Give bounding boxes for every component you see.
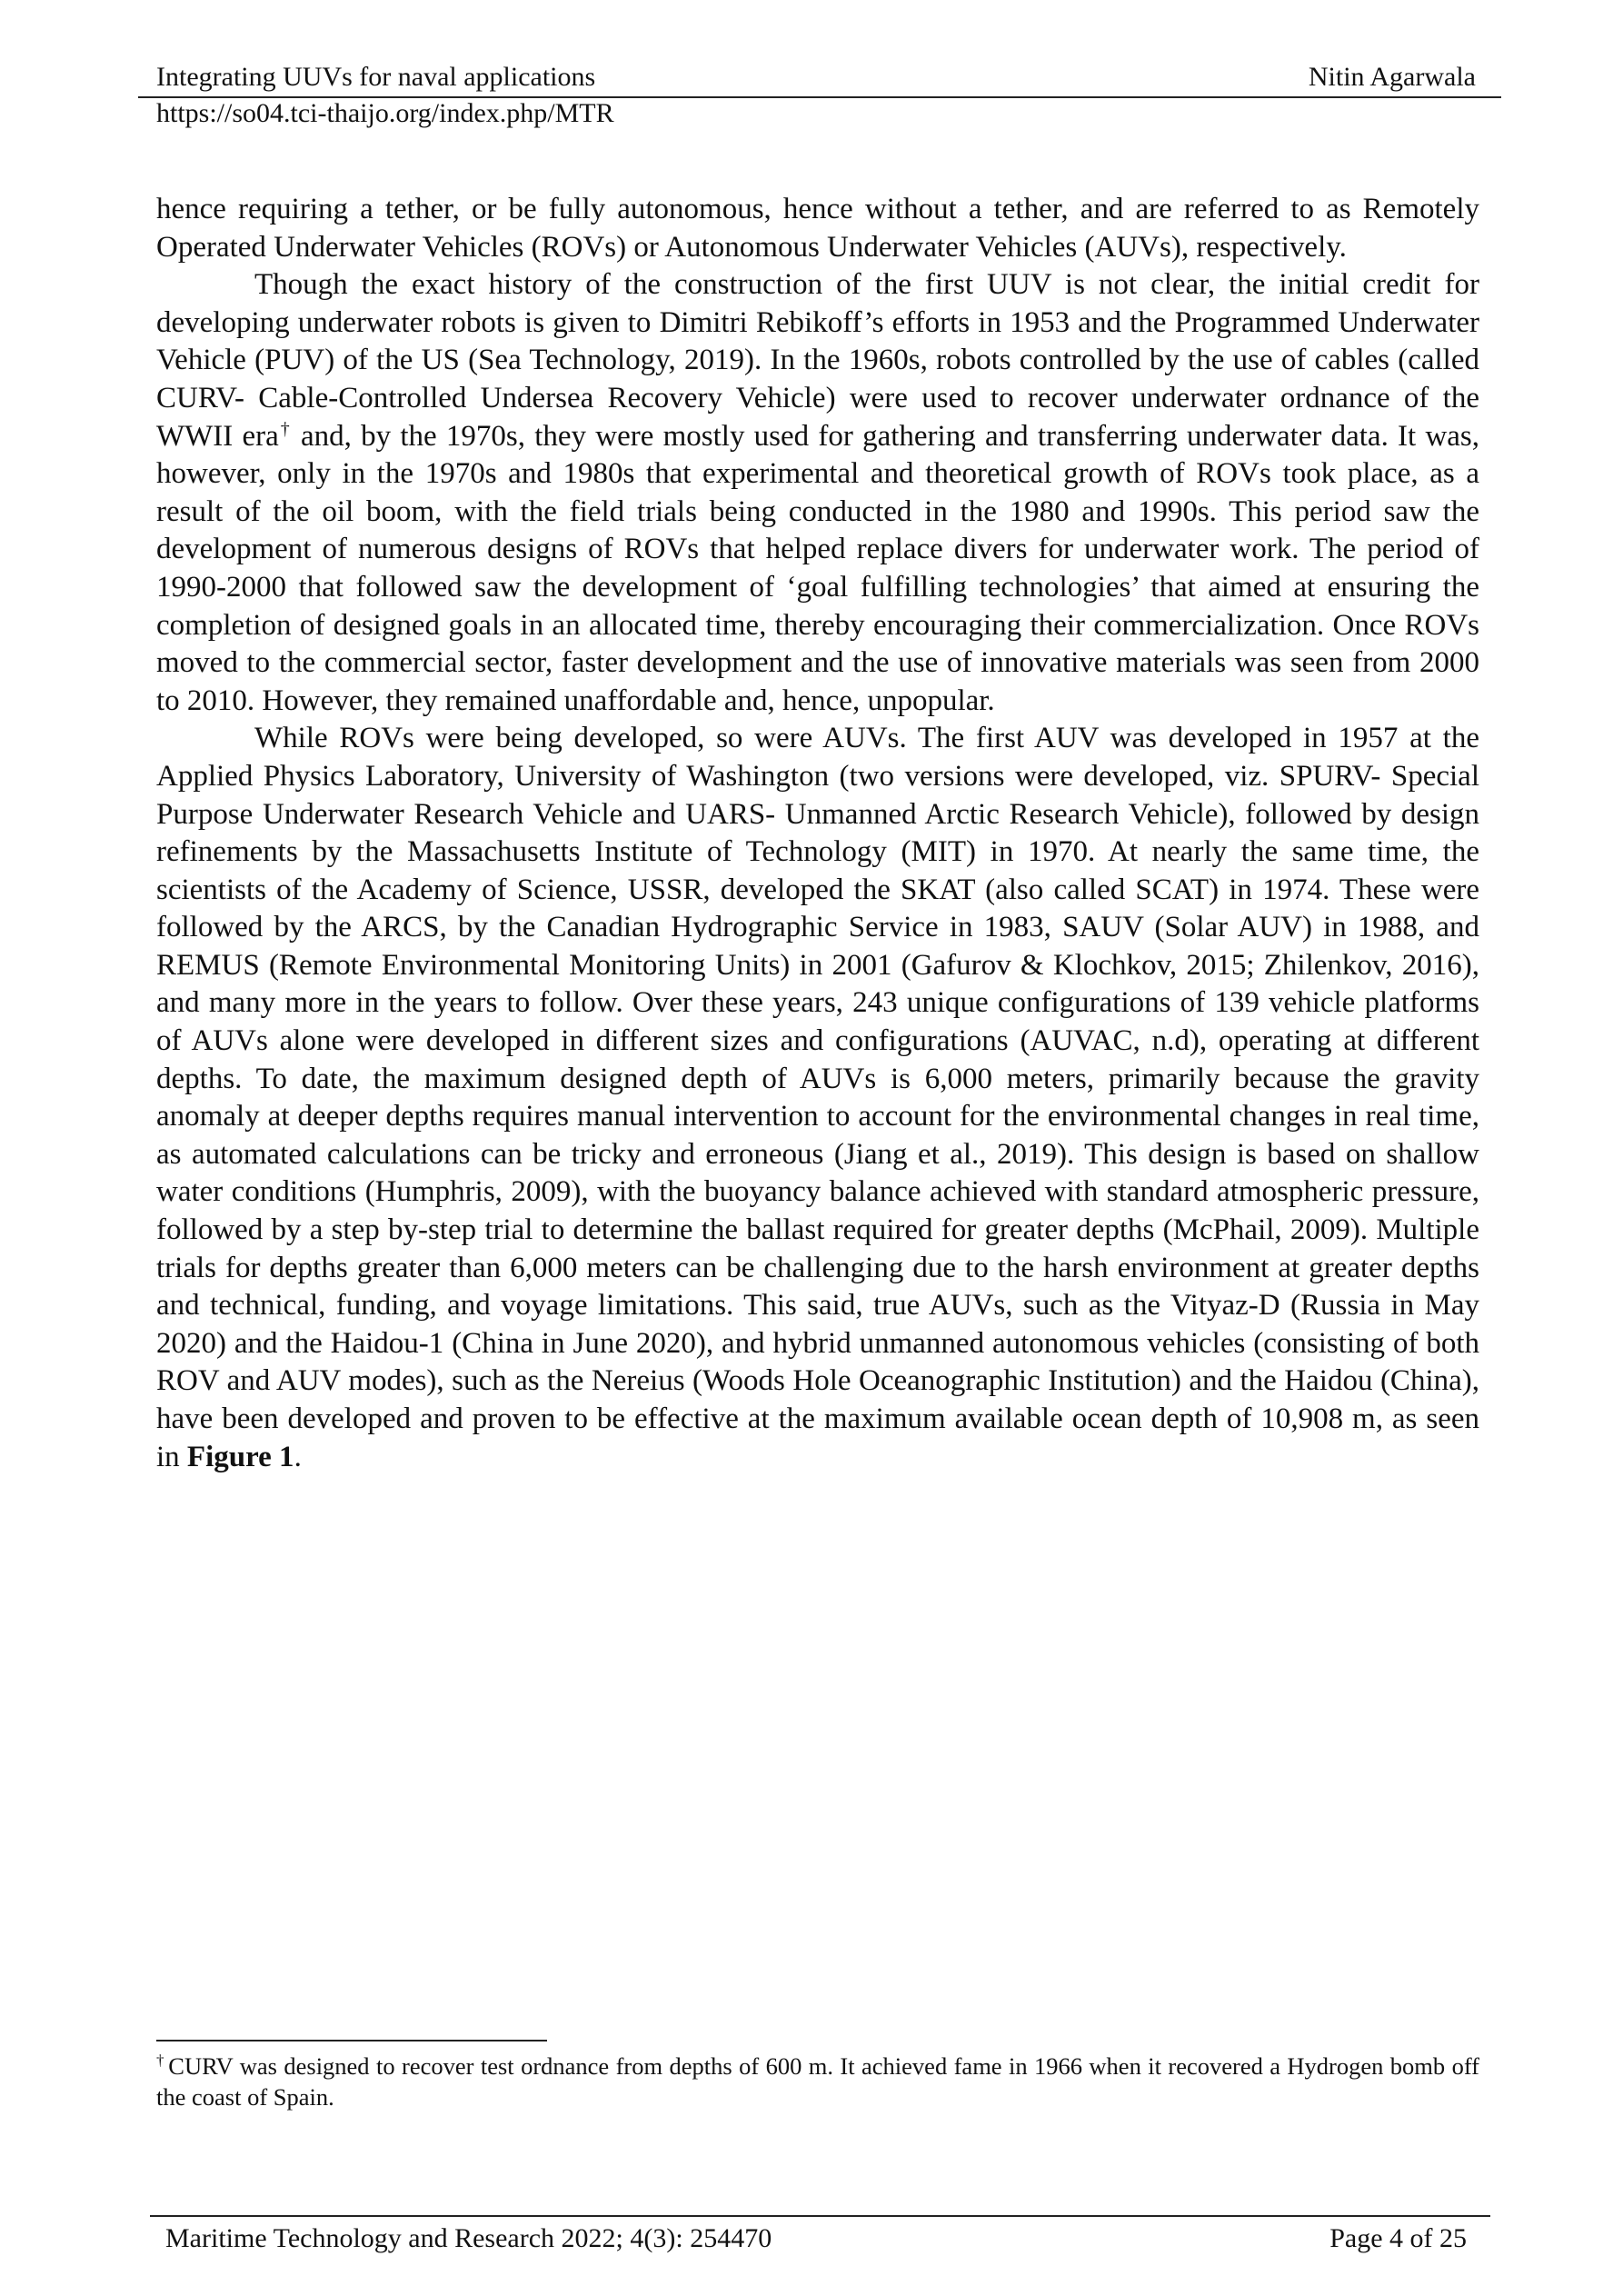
paragraph-2-text-b: and, by the 1970s, they were mostly used for gathering and transferring underwater data. It was, however, only in the 1970s and 1980s that experimental and theoretical growth of ROVs took place, as a result of the oil boom, with the field trials being conducted in the 1980 and 1990s. This period saw the development of numerous designs of ROVs that helped replace divers for underwater work. The period of 1990-2000 that followed saw the development of ‘goal fulfilling technologies’ that aimed at ensuring the completion of designed goals in an allocated time, thereby encouraging their commercialization. Once ROVs moved to the commercial sector, faster development and the use of innovative materials was seen from 2000 to 2010. However, they remained unaffordable and, hence, unpopular.: [156, 419, 1480, 717]
paragraph-3-end: .: [294, 1440, 302, 1473]
paragraph-1: hence requiring a tether, or be fully autonomous, hence without a tether, and are referred to as Remotely Operated Underwater Vehicles (ROVs) or Autonomous Underwater Vehicles (AUVs), respectively.: [156, 193, 1479, 264]
footer-rule: [150, 2215, 1490, 2217]
paragraph-2: [156, 266, 1479, 720]
footnote: [156, 2051, 1479, 2112]
footer-journal: Maritime Technology and Research 2022; 4(3): 254470: [165, 2223, 772, 2253]
paragraph-3-text: While ROVs were being developed, so were AUVs. The first AUV was developed in 1957 at the Applied Physics Laboratory, University of Washington (two versions were developed, viz. SPURV- Special Purpose Underwater Research Vehicle and UARS- Unmanned Arctic Research Vehicle), followed by design refinements by the Massachusetts Institute of Technology (MIT) in 1970. At nearly the same time, the scientists of the Academy of Science, USSR, developed the SKAT (also called SCAT) in 1974. These were followed by the ARCS, by the Canadian Hydrographic Service in 1983, SAUV (Solar AUV) in 1988, and REMUS (Remote Environmental Monitoring Units) in 2001 (Gafurov & Klochkov, 2015; Zhilenkov, 2016), and many more in the years to follow. Over these years, 243 unique configurations of 139 vehicle platforms of AUVs alone were developed in different sizes and configurations (AUVAC, n.d), operating at different depths. To date, the maximum designed depth of AUVs is 6,000 meters, primarily because the gravity anomaly at deeper depths requires manual intervention to account for the environmental changes in real time, as automated calculations can be tricky and erroneous (Jiang et al., 2019). This design is based on shallow water conditions (Humphris, 2009), with the buoyancy balance achieved with standard atmospheric pressure, followed by a step by-step trial to determine the ballast required for greater depths (McPhail, 2009). Multiple trials for depths greater than 6,000 meters can be challenging due to the harsh environment at greater depths and technical, funding, and voyage limitations. This said, true AUVs, such as the Vityaz-D (Russia in May 2020) and the Haidou-1 (China in June 2020), and hybrid unmanned autonomous vehicles (consisting of both ROV and AUV modes), such as the Nereius (Woods Hole Oceanographic Institution) and the Haidou (China), have been developed and proven to be effective at the maximum available ocean depth of 10,908 m, as seen in: [156, 722, 1479, 1473]
running-author: Nitin Agarwala: [1308, 62, 1476, 92]
footer-page-number: Page 4 of 25: [1329, 2223, 1467, 2253]
footnote-mark: †: [156, 2051, 165, 2070]
paragraph-2-text-a: Though the exact history of the construction of the first UUV is not clear, the initial credit for developing underwater robots is given to Dimitri Rebikoff’s efforts in 1953 and the Programmed Underwater Vehicle (PUV) of the US (Sea Technology, 2019). In the 1960s, robots controlled by the use of cables (called CURV- Cable-Controlled Undersea Recovery Vehicle) were used to recover underwater ordnance of the WWII era: [156, 268, 1479, 453]
paragraph-3: [156, 720, 1479, 1476]
footnote-rule: [156, 2040, 547, 2041]
running-title: Integrating UUVs for naval applications: [156, 62, 596, 92]
journal-url[interactable]: https://so04.tci-thaijo.org/index.php/MTR: [156, 98, 614, 128]
footnote-ref-mark[interactable]: †: [278, 418, 292, 439]
footnote-text: CURV was designed to recover test ordnance from depths of 600 m. It achieved fame in 1966 when it recovered a Hydrogen bomb off the coast of Spain.: [156, 2052, 1480, 2111]
figure-1-reference[interactable]: Figure 1: [186, 1440, 294, 1473]
body-text: [156, 191, 1479, 1476]
